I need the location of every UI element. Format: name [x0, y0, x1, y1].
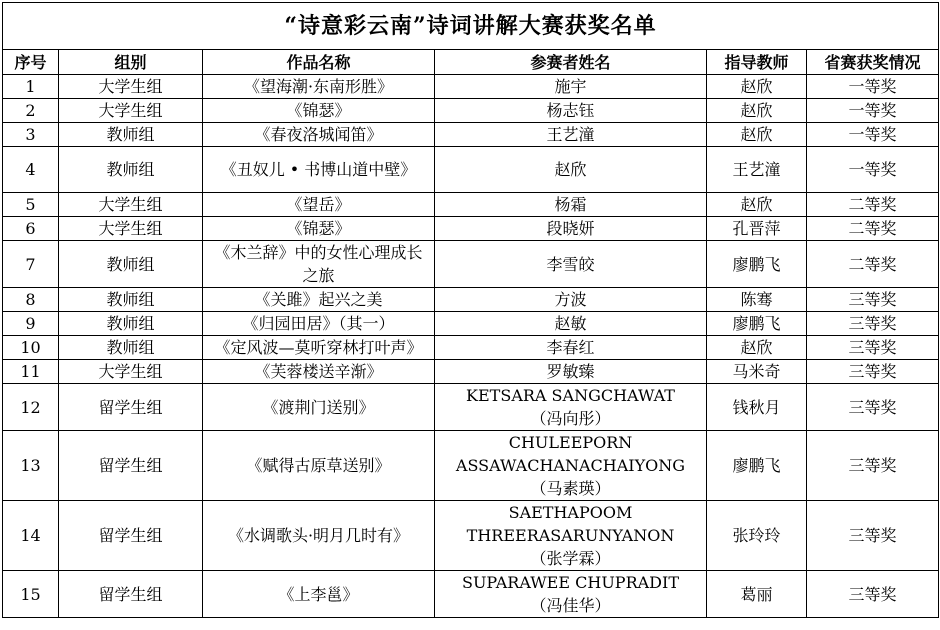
cell-award: 二等奖 — [807, 193, 939, 217]
table-row — [3, 384, 939, 431]
table-row — [3, 336, 939, 360]
cell-award: 三等奖 — [807, 501, 939, 571]
cell-no: 1 — [3, 75, 59, 99]
cell-group: 大学生组 — [59, 217, 203, 241]
cell-name: 段晓妍 — [435, 217, 707, 241]
cell-teacher: 廖鹏飞 — [707, 312, 807, 336]
cell-award: 一等奖 — [807, 99, 939, 123]
cell-no: 3 — [3, 123, 59, 147]
cell-name: 施宇 — [435, 75, 707, 99]
table-row — [3, 99, 939, 123]
cell-no: 9 — [3, 312, 59, 336]
cell-group: 教师组 — [59, 123, 203, 147]
cell-name: 罗敏臻 — [435, 360, 707, 384]
cell-work: 《丑奴儿 • 书博山道中壁》 — [203, 147, 435, 193]
cell-group: 大学生组 — [59, 193, 203, 217]
cell-teacher: 赵欣 — [707, 336, 807, 360]
table-row — [3, 75, 939, 99]
cell-teacher: 钱秋月 — [707, 384, 807, 431]
cell-teacher: 马米奇 — [707, 360, 807, 384]
cell-no: 5 — [3, 193, 59, 217]
header-no: 序号 — [3, 50, 59, 75]
cell-group: 留学生组 — [59, 571, 203, 618]
cell-no: 15 — [3, 571, 59, 618]
participant-name-line: KETSARA SANGCHAWAT — [466, 386, 675, 405]
cell-award: 三等奖 — [807, 312, 939, 336]
participant-name-line: （冯佳华） — [530, 596, 611, 615]
cell-work: 《关雎》起兴之美 — [203, 288, 435, 312]
table-row — [3, 123, 939, 147]
cell-no: 11 — [3, 360, 59, 384]
cell-work: 《定风波—莫听穿林打叶声》 — [203, 336, 435, 360]
cell-name: 方波 — [435, 288, 707, 312]
cell-award: 三等奖 — [807, 288, 939, 312]
cell-award: 一等奖 — [807, 147, 939, 193]
cell-no: 4 — [3, 147, 59, 193]
cell-name — [435, 384, 707, 431]
cell-award: 三等奖 — [807, 384, 939, 431]
cell-teacher: 王艺潼 — [707, 147, 807, 193]
cell-work: 《水调歌头·明月几时有》 — [203, 501, 435, 571]
table-row — [3, 147, 939, 193]
cell-name: 王艺潼 — [435, 123, 707, 147]
cell-name: 李雪皎 — [435, 241, 707, 288]
participant-name-line: （马素瑛） — [530, 479, 611, 498]
participant-name-line: SAETHAPOOM — [508, 503, 633, 522]
cell-award: 一等奖 — [807, 75, 939, 99]
table-row — [3, 241, 939, 288]
cell-award: 一等奖 — [807, 123, 939, 147]
cell-teacher: 赵欣 — [707, 123, 807, 147]
participant-name-line: CHULEEPORN — [508, 433, 633, 452]
cell-name: 赵欣 — [435, 147, 707, 193]
cell-award: 三等奖 — [807, 571, 939, 618]
cell-group: 教师组 — [59, 147, 203, 193]
cell-teacher: 赵欣 — [707, 193, 807, 217]
cell-no: 8 — [3, 288, 59, 312]
cell-work: 《渡荆门送别》 — [203, 384, 435, 431]
table-row — [3, 571, 939, 618]
cell-group: 教师组 — [59, 241, 203, 288]
participant-name-line: SUPARAWEE CHUPRADIT — [461, 573, 679, 592]
award-table — [2, 2, 939, 618]
cell-teacher: 赵欣 — [707, 75, 807, 99]
cell-work: 《赋得古原草送别》 — [203, 431, 435, 501]
header-teacher: 指导教师 — [707, 50, 807, 75]
cell-award: 二等奖 — [807, 241, 939, 288]
cell-no: 10 — [3, 336, 59, 360]
cell-group: 留学生组 — [59, 501, 203, 571]
cell-name: 赵敏 — [435, 312, 707, 336]
cell-teacher: 葛丽 — [707, 571, 807, 618]
cell-no: 6 — [3, 217, 59, 241]
cell-teacher: 张玲玲 — [707, 501, 807, 571]
cell-work: 《锦瑟》 — [203, 217, 435, 241]
cell-teacher: 孔晋萍 — [707, 217, 807, 241]
table-row — [3, 217, 939, 241]
cell-group: 大学生组 — [59, 360, 203, 384]
participant-name-line: ASSAWACHANACHAIYONG — [455, 456, 686, 475]
cell-teacher: 廖鹏飞 — [707, 241, 807, 288]
cell-no: 2 — [3, 99, 59, 123]
cell-group: 教师组 — [59, 288, 203, 312]
cell-group: 教师组 — [59, 312, 203, 336]
header-name: 参赛者姓名 — [435, 50, 707, 75]
cell-name — [435, 571, 707, 618]
cell-no: 7 — [3, 241, 59, 288]
table-row — [3, 312, 939, 336]
cell-teacher: 廖鹏飞 — [707, 431, 807, 501]
header-row — [3, 50, 939, 75]
table-row — [3, 193, 939, 217]
cell-no: 12 — [3, 384, 59, 431]
cell-work: 《归园田居》（其一） — [203, 312, 435, 336]
cell-teacher: 陈骞 — [707, 288, 807, 312]
cell-name — [435, 501, 707, 571]
cell-work: 《望海潮·东南形胜》 — [203, 75, 435, 99]
table-row — [3, 431, 939, 501]
table-row — [3, 501, 939, 571]
cell-no: 13 — [3, 431, 59, 501]
cell-group: 大学生组 — [59, 75, 203, 99]
cell-work: 《望岳》 — [203, 193, 435, 217]
cell-name: 李春红 — [435, 336, 707, 360]
cell-work: 《锦瑟》 — [203, 99, 435, 123]
table-row — [3, 360, 939, 384]
cell-name — [435, 431, 707, 501]
cell-no: 14 — [3, 501, 59, 571]
cell-work: 《芙蓉楼送辛渐》 — [203, 360, 435, 384]
participant-name-line: （冯向彤） — [530, 409, 611, 428]
cell-name: 杨霜 — [435, 193, 707, 217]
cell-award: 三等奖 — [807, 360, 939, 384]
cell-group: 留学生组 — [59, 431, 203, 501]
cell-teacher: 赵欣 — [707, 99, 807, 123]
cell-award: 三等奖 — [807, 336, 939, 360]
cell-group: 留学生组 — [59, 384, 203, 431]
cell-group: 教师组 — [59, 336, 203, 360]
cell-work: 《春夜洛城闻笛》 — [203, 123, 435, 147]
cell-award: 三等奖 — [807, 431, 939, 501]
table-row — [3, 288, 939, 312]
cell-work: 《上李邕》 — [203, 571, 435, 618]
cell-award: 二等奖 — [807, 217, 939, 241]
header-award: 省赛获奖情况 — [807, 50, 939, 75]
table-title: “诗意彩云南”诗词讲解大赛获奖名单 — [3, 3, 939, 50]
header-group: 组别 — [59, 50, 203, 75]
participant-name-line: THREERASARUNYANON — [466, 526, 675, 545]
header-work: 作品名称 — [203, 50, 435, 75]
participant-name-line: （张学霖） — [530, 549, 611, 568]
cell-work: 《木兰辞》中的女性心理成长之旅 — [203, 241, 435, 288]
cell-name: 杨志钰 — [435, 99, 707, 123]
cell-group: 大学生组 — [59, 99, 203, 123]
